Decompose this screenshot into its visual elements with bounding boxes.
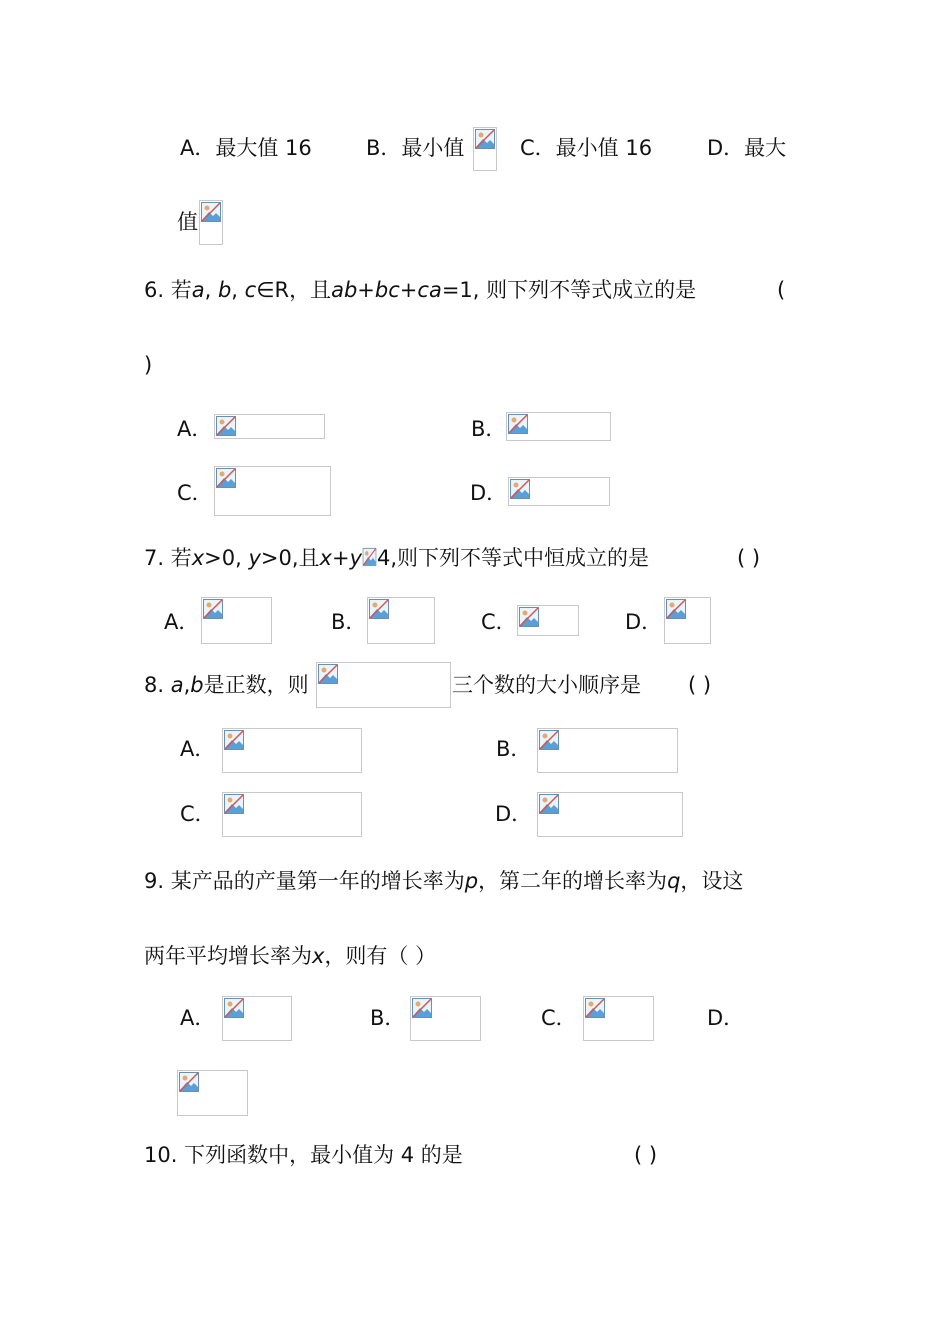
broken-image-icon — [215, 415, 237, 437]
q7-option-c-label: C． — [481, 610, 517, 634]
q8-stem-part1 — [144, 671, 309, 699]
q6-ca: ca — [417, 278, 442, 302]
q7-var-y: y — [248, 546, 261, 570]
q6-option-a-formula-image — [214, 414, 325, 439]
q6-var-c: c — [244, 278, 257, 302]
q5-option-b: B．最小值 — [366, 136, 465, 160]
q6-option-d-formula-image — [508, 477, 610, 506]
q7-option-b-formula-image — [367, 597, 435, 644]
q10-paren: ( ) — [634, 1143, 658, 1167]
q5-option-d-continued: 值 — [177, 210, 198, 234]
q8-expression-image — [316, 662, 451, 708]
q8-option-a-label: A． — [180, 737, 216, 761]
q7-option-d-formula-image — [664, 597, 711, 644]
q9-var-p: p — [464, 869, 479, 893]
q8-option-a-formula-image — [222, 728, 362, 773]
q6-var-b: b — [217, 278, 232, 302]
q7-option-b-label: B． — [331, 610, 367, 634]
broken-image-icon — [202, 598, 224, 620]
q6-sep: , — [204, 278, 218, 302]
broken-image-icon — [507, 413, 529, 435]
q6-paren-open: ( — [777, 278, 786, 302]
q9-option-b-formula-image — [410, 996, 481, 1041]
q6-ab: ab — [331, 278, 358, 302]
broken-image-icon — [665, 598, 687, 620]
q9-option-c-formula-image — [583, 996, 654, 1041]
broken-image-icon — [474, 128, 496, 150]
q7-plus: + — [331, 546, 350, 570]
q6-var-a: a — [191, 278, 205, 302]
q7-number: 7. 若 — [144, 546, 192, 570]
q9-var-q: q — [667, 869, 681, 893]
q5-option-d-formula-image — [199, 200, 223, 245]
q8-var-b: b — [190, 673, 204, 697]
q6-sep: , — [231, 278, 245, 302]
q9-text: 两年平均增长率为 — [144, 944, 312, 968]
q8-option-b-label: B． — [496, 737, 532, 761]
q8-var-a: a — [170, 673, 184, 697]
q5-option-a: A．最大值 16 — [180, 136, 312, 160]
q9-option-d-label: D． — [707, 1006, 745, 1030]
q7-var-y2: y — [349, 546, 363, 570]
broken-image-icon — [223, 793, 245, 815]
q9-option-c-label: C． — [541, 1006, 577, 1030]
q7-paren: ( ) — [737, 546, 761, 570]
q6-paren-close: ) — [144, 353, 153, 377]
q7-option-c-formula-image — [517, 605, 579, 636]
broken-image-icon — [509, 478, 531, 500]
q7-gt: >0,且 — [260, 546, 320, 570]
q6-option-d-label: D． — [470, 481, 508, 505]
q9-text: ，则有（ ） — [324, 944, 437, 968]
broken-image-icon — [317, 663, 339, 685]
q9-option-d-formula-image — [177, 1070, 248, 1116]
q8-option-c-formula-image — [222, 792, 362, 837]
q9-option-b-label: B． — [370, 1006, 406, 1030]
q9-stem-line2 — [144, 942, 436, 970]
broken-image-icon — [368, 598, 390, 620]
q7-var-x: x — [191, 546, 205, 570]
q5-option-b-formula-image — [473, 127, 497, 171]
broken-image-icon — [518, 606, 540, 628]
q8-number: 8. — [144, 673, 171, 697]
q7-option-a-formula-image — [201, 597, 272, 644]
broken-image-icon — [584, 997, 606, 1019]
q6-plus: + — [399, 278, 418, 302]
broken-image-icon — [538, 793, 560, 815]
q6-number: 6. 若 — [144, 278, 192, 302]
q8-mid: 是正数，则 — [203, 673, 309, 697]
q8-option-b-formula-image — [537, 728, 678, 773]
q7-inequality-image — [362, 547, 377, 567]
q8-option-d-label: D． — [495, 802, 533, 826]
q6-option-b-label: B． — [471, 417, 507, 441]
q9-text: 9. 某产品的产量第一年的增长率为 — [144, 869, 465, 893]
q6-option-c-formula-image — [214, 466, 331, 516]
q8-option-d-formula-image — [537, 792, 683, 837]
q9-var-x: x — [312, 944, 325, 968]
q9-text: ，第二年的增长率为 — [478, 869, 668, 893]
q7-option-a-label: A． — [164, 610, 200, 634]
q10-stem: 10. 下列函数中，最小值为 4 的是 — [144, 1143, 463, 1167]
q8-comma: , — [183, 673, 191, 697]
broken-image-icon — [200, 201, 222, 223]
q9-stem-line1 — [144, 867, 743, 895]
broken-image-icon — [178, 1071, 200, 1093]
q6-rest: =1, 则下列不等式成立的是 — [441, 278, 697, 302]
q8-paren: ( ) — [688, 673, 712, 697]
q9-option-a-label: A． — [180, 1006, 216, 1030]
q9-option-a-formula-image — [222, 996, 292, 1041]
q6-in-r: ∈R，且 — [256, 278, 332, 302]
q7-var-x2: x — [319, 546, 332, 570]
q5-option-d: D．最大 — [707, 136, 787, 160]
q7-stem-part1 — [144, 544, 362, 572]
q6-stem — [144, 276, 696, 304]
q8-option-c-label: C． — [180, 802, 216, 826]
q7-gt: >0, — [204, 546, 249, 570]
q5-option-c: C．最小值 16 — [520, 136, 653, 160]
q6-option-b-formula-image — [506, 412, 611, 441]
broken-image-icon — [411, 997, 433, 1019]
broken-image-icon — [223, 729, 245, 751]
q6-plus: + — [357, 278, 375, 302]
q6-bc: bc — [374, 278, 400, 302]
q7-stem-rest: 4,则下列不等式中恒成立的是 — [377, 546, 650, 570]
q7-option-d-label: D． — [625, 610, 663, 634]
broken-image-icon — [362, 547, 377, 567]
q6-option-c-label: C． — [177, 481, 213, 505]
broken-image-icon — [538, 729, 560, 751]
q8-stem-rest: 三个数的大小顺序是 — [452, 673, 641, 697]
broken-image-icon — [223, 997, 245, 1019]
broken-image-icon — [215, 467, 237, 489]
q9-text: ，设这 — [680, 869, 744, 893]
q6-option-a-label: A． — [177, 417, 213, 441]
